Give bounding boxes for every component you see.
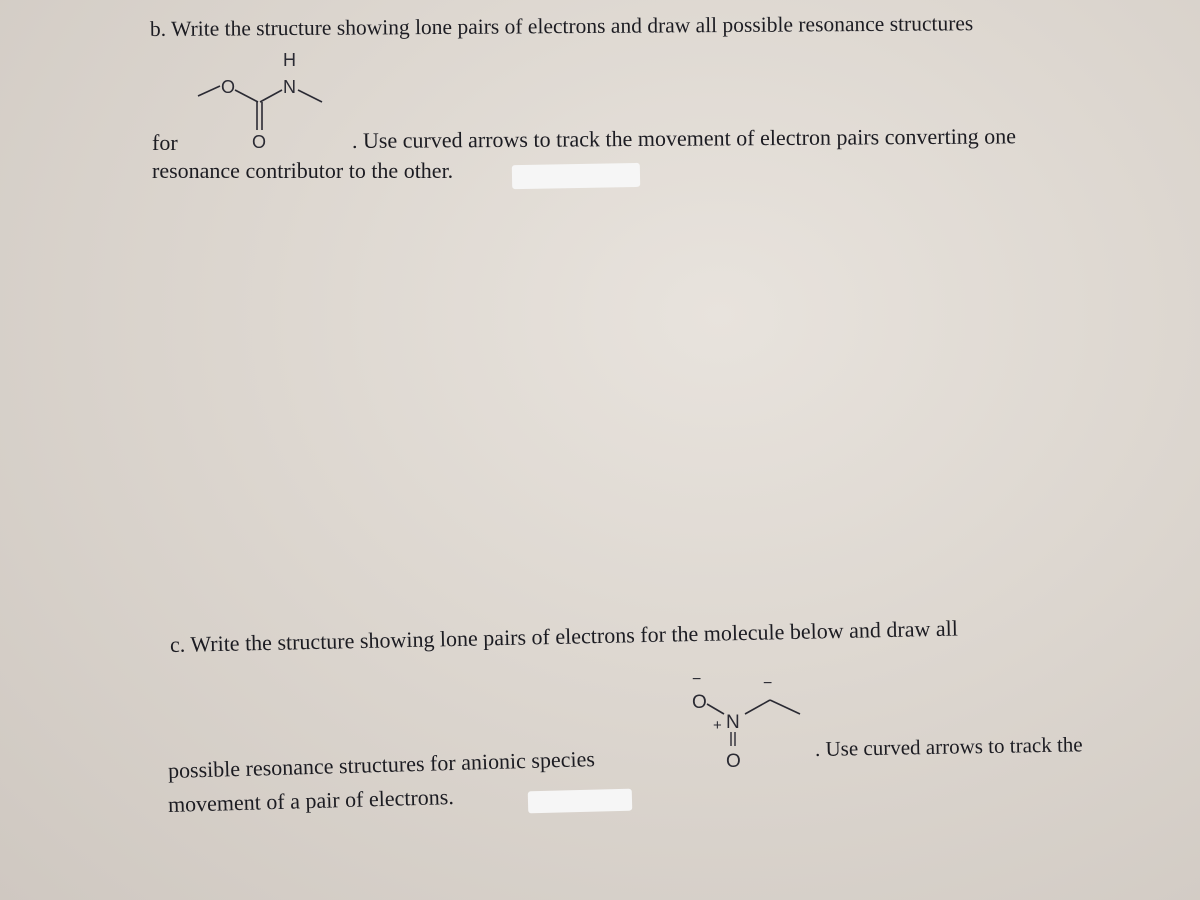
carbonyl-oxygen-label: O — [252, 132, 267, 152]
carbanion-minus-label: − — [763, 675, 773, 692]
redaction-mark — [512, 163, 640, 189]
ether-oxygen-label: O — [221, 77, 236, 97]
nitrogen-label: N — [283, 77, 296, 97]
carbamate-structure — [190, 44, 350, 159]
question-c-line2: possible resonance structures for anionic species — [167, 746, 596, 783]
redaction-mark — [528, 789, 633, 814]
double-bond-oxygen-label: O — [726, 751, 741, 772]
question-b-line3: resonance contributor to the other. — [152, 158, 454, 183]
question-b-line1: b. Write the structure showing lone pairs of electrons and draw all possible resonance structures — [149, 11, 974, 41]
nitrogen-plus-label: N — [726, 712, 740, 733]
anionic-oxygen-label: O — [692, 692, 707, 713]
nitro-anion-structure — [684, 670, 824, 780]
question-b-line2: . Use curved arrows to track the movement of electron pairs converting one — [351, 123, 1017, 153]
question-c-line2-right: . Use curved arrows to track the — [814, 732, 1083, 761]
question-c-line3: movement of a pair of electrons. — [167, 784, 455, 817]
question-c-line1: c. Write the structure showing lone pairs of electrons for the molecule below and draw all — [169, 615, 959, 657]
hydrogen-label: H — [283, 50, 296, 70]
minus-charge-label: − — [692, 671, 702, 688]
question-b-for: for — [152, 130, 178, 155]
plus-charge-label: + — [713, 717, 722, 734]
